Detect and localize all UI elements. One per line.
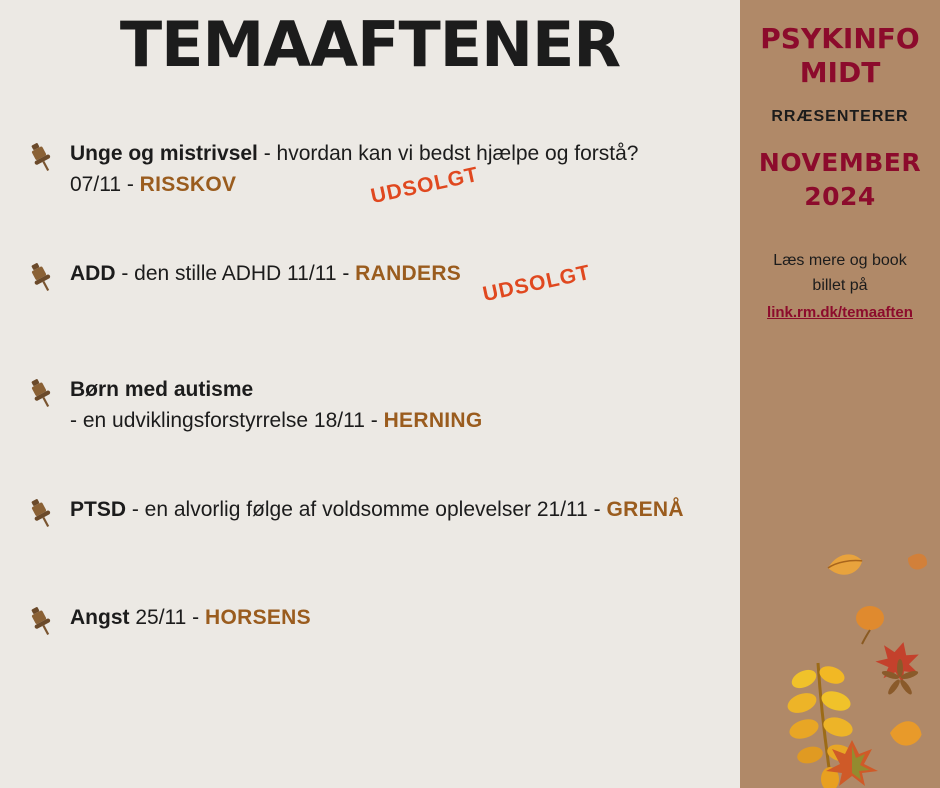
event-title: Unge og mistrivsel — [70, 142, 258, 165]
leaf-icon — [826, 740, 878, 786]
brand-line-2: MIDT — [799, 56, 881, 89]
event-text — [70, 258, 461, 289]
presents-label: RRÆSENTERER — [771, 108, 909, 125]
event-title: ADD — [70, 262, 116, 285]
month-label: NOVEMBER — [758, 148, 922, 177]
brand-logo — [740, 22, 940, 90]
leaf-icon — [872, 636, 925, 686]
year-label: 2024 — [804, 182, 876, 211]
leaf-icon — [905, 550, 929, 572]
event-detail: - den stille ADHD 11/11 - — [115, 262, 356, 285]
booking-link[interactable]: link.rm.dk/temaaften — [767, 304, 913, 321]
event-city: HORSENS — [205, 606, 311, 629]
event-city: GRENÅ — [606, 498, 684, 521]
leaf-icon — [856, 606, 884, 644]
leaf-icon — [785, 663, 855, 788]
booking-info — [740, 248, 940, 325]
booking-line-1: Læs mere og book — [773, 252, 907, 269]
leaf-icon — [826, 549, 865, 582]
poster-sidebar — [740, 0, 940, 788]
list-item[interactable] — [0, 494, 740, 548]
date-block — [740, 146, 940, 214]
event-text — [70, 374, 483, 436]
leaf-icon — [888, 718, 923, 749]
list-item[interactable] — [0, 258, 740, 312]
pushpin-icon — [24, 376, 58, 410]
status-badge: UDSOLGT — [368, 162, 481, 209]
star-anise-icon — [881, 659, 919, 696]
event-detail: - en alvorlig følge af voldsomme oplevelser 21/11 - — [126, 498, 607, 521]
list-item[interactable] — [0, 374, 740, 436]
autumn-leaves-decoration — [740, 448, 940, 788]
event-detail: 25/11 - — [129, 606, 205, 629]
event-city: RANDERS — [355, 262, 462, 285]
event-text — [70, 494, 684, 525]
pushpin-icon — [24, 496, 58, 530]
event-text — [70, 602, 311, 633]
page-title: TEMAAFTENER — [119, 8, 621, 81]
event-title: Angst — [70, 606, 130, 629]
status-badge: UDSOLGT — [480, 260, 593, 307]
list-item[interactable] — [0, 138, 740, 209]
booking-line-2: billet på — [812, 277, 868, 294]
brand-line-1: PSYKINFO — [760, 22, 920, 55]
list-item[interactable] — [0, 602, 740, 656]
event-city: RISSKOV — [139, 173, 237, 196]
pushpin-icon — [24, 140, 58, 174]
event-title: PTSD — [70, 498, 127, 521]
event-city: HERNING — [383, 409, 483, 432]
event-title: Børn med autisme — [70, 378, 254, 401]
event-detail: - en udviklingsforstyrrelse 18/11 - — [70, 409, 384, 432]
event-list — [0, 138, 740, 702]
pushpin-icon — [24, 260, 58, 294]
event-detail: - hvordan kan vi bedst hjælpe og forstå? 07/11 - — [70, 142, 639, 196]
pushpin-icon — [24, 604, 58, 638]
